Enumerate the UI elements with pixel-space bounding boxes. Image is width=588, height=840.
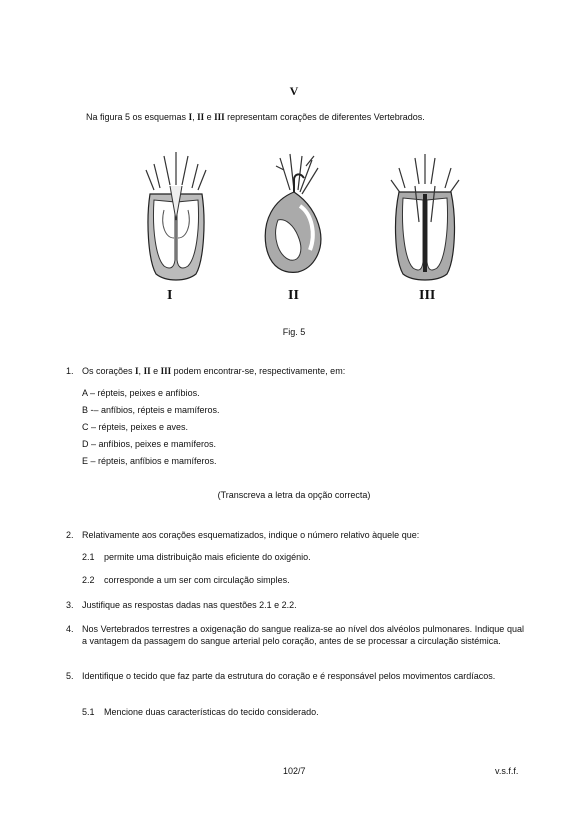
figure-caption: Fig. 5 (282, 327, 306, 337)
subquestion-2-2 (82, 575, 290, 585)
figure-label-1: I (167, 288, 173, 303)
question-number: 3. (66, 600, 74, 610)
footer-continue-note: v.s.f.f. (495, 766, 519, 776)
heart-diagram-2 (254, 150, 334, 285)
option-b: B -– anfíbios, répteis e mamíferos. (82, 405, 220, 415)
option-c: C – répteis, peixes e aves. (82, 422, 189, 432)
subquestion-5-1 (82, 707, 319, 717)
intro-sep-1: , (192, 112, 198, 122)
q1-sep-1: , (138, 366, 144, 376)
question-number: 1. (66, 366, 74, 376)
figure-label-3: III (419, 288, 436, 303)
question-4 (66, 623, 524, 659)
intro-prefix: Na figura 5 os esquemas (86, 112, 189, 122)
q1-sep-2: e (150, 366, 161, 376)
question-5 (66, 670, 524, 694)
subquestion-number: 5.1 (82, 707, 95, 717)
q1-prefix: Os corações (82, 366, 136, 376)
heart-diagram-1 (136, 150, 216, 285)
q1-roman-2: II (143, 366, 151, 376)
question-number: 4. (66, 624, 74, 634)
heart-diagram-3 (385, 150, 465, 285)
subquestion-text: corresponde a um ser com circulação simples. (104, 575, 290, 585)
question-3 (66, 599, 524, 611)
q1-roman-3: III (160, 366, 172, 376)
question-1 (66, 365, 524, 377)
question-number: 5. (66, 671, 74, 681)
intro-roman-3: III (214, 112, 225, 122)
section-title: V (289, 84, 299, 98)
figure-label-2: II (288, 288, 299, 303)
option-e: E – répteis, anfíbios e mamíferos. (82, 456, 217, 466)
q1-roman-1: I (135, 366, 139, 376)
intro-text (86, 112, 425, 122)
intro-suffix: representam corações de diferentes Vertebrados. (224, 112, 425, 122)
question-2-text: Relativamente aos corações esquematizados, indique o número relativo àquele que: (82, 530, 420, 540)
subquestion-text: Mencione duas características do tecido considerado. (104, 707, 319, 717)
page-number: 102/7 (283, 766, 306, 776)
intro-sep-2: e (204, 112, 215, 122)
question-1-text (82, 365, 524, 377)
subquestion-text: permite uma distribuição mais eficiente do oxigénio. (104, 552, 311, 562)
question-3-text: Justifique as respostas dadas nas questões 2.1 e 2.2. (82, 600, 297, 610)
option-d: D – anfíbios, peixes e mamíferos. (82, 439, 217, 449)
question-5-text: Identifique o tecido que faz parte da estrutura do coração e é responsável pelos movimentos cardíacos. (82, 671, 496, 681)
subquestion-number: 2.2 (82, 575, 95, 585)
answer-instruction: (Transcreva a letra da opção correcta) (217, 490, 371, 500)
q1-suffix: podem encontrar-se, respectivamente, em: (171, 366, 346, 376)
option-a: A – répteis, peixes e anfíbios. (82, 388, 200, 398)
intro-roman-2: II (197, 112, 205, 122)
subquestion-number: 2.1 (82, 552, 95, 562)
subquestion-2-1 (82, 552, 311, 562)
question-4-text: Nos Vertebrados terrestres a oxigenação do sangue realiza-se ao nível dos alvéolos pulmonares. Indique qual a vantagem da passagem do sangue arterial pelo coração, antes de se processar a circulação sistémica. (82, 624, 524, 646)
question-number: 2. (66, 530, 74, 540)
intro-roman-1: I (188, 112, 193, 122)
question-2 (66, 529, 524, 541)
